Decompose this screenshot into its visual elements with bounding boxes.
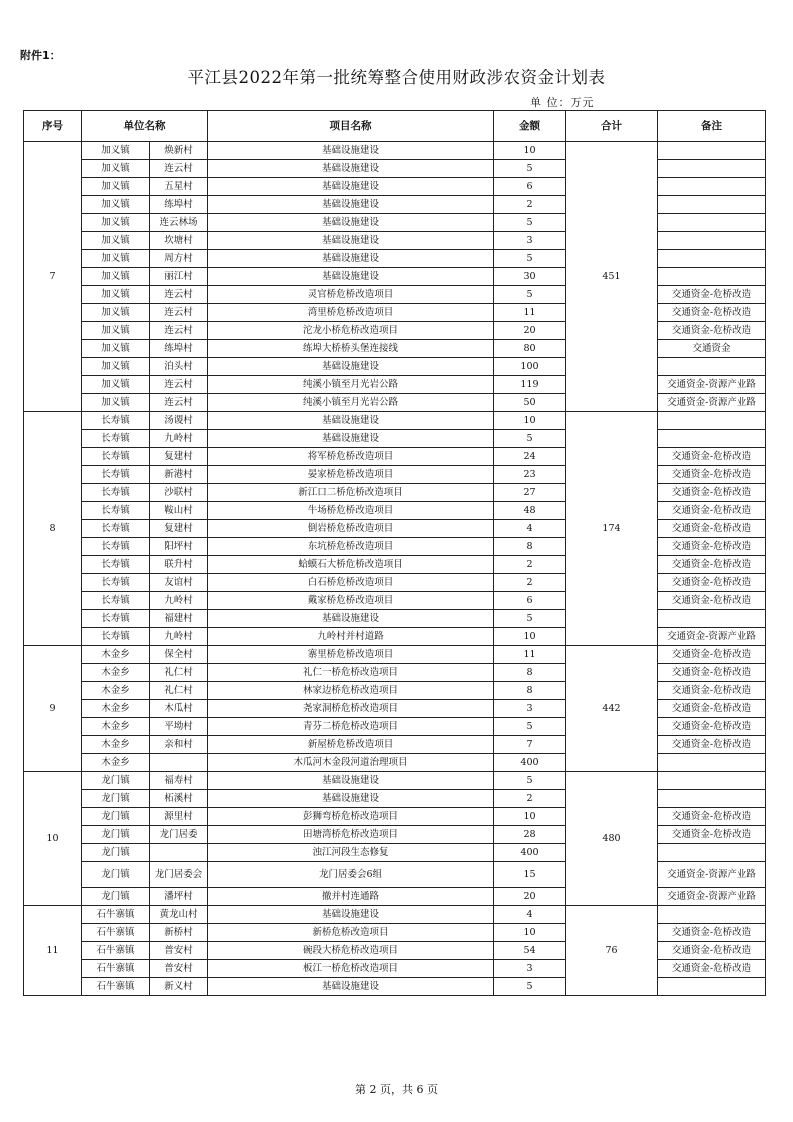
cell-note xyxy=(658,772,766,790)
cell-project: 牛场桥危桥改造项目 xyxy=(208,502,494,520)
cell-amount: 5 xyxy=(494,214,566,232)
cell-project: 基础设施建设 xyxy=(208,906,494,924)
cell-project: 将军桥危桥改造项目 xyxy=(208,448,494,466)
cell-amount: 28 xyxy=(494,826,566,844)
cell-amount: 11 xyxy=(494,646,566,664)
cell-amount: 2 xyxy=(494,556,566,574)
cell-village: 新港村 xyxy=(150,466,208,484)
cell-village: 九岭村 xyxy=(150,592,208,610)
cell-village: 连云村 xyxy=(150,160,208,178)
cell-project: 沱龙小桥危桥改造项目 xyxy=(208,322,494,340)
cell-project: 湾里桥危桥改造项目 xyxy=(208,304,494,322)
cell-village: 练埠村 xyxy=(150,340,208,358)
cell-town: 加义镇 xyxy=(82,376,150,394)
cell-note xyxy=(658,358,766,376)
cell-amount: 4 xyxy=(494,906,566,924)
cell-village: 复建村 xyxy=(150,448,208,466)
cell-amount: 10 xyxy=(494,924,566,942)
cell-village: 丽江村 xyxy=(150,268,208,286)
cell-village xyxy=(150,844,208,862)
cell-note: 交通资金-危桥改造 xyxy=(658,322,766,340)
row-total: 480 xyxy=(566,772,658,906)
cell-village: 联升村 xyxy=(150,556,208,574)
cell-town: 加义镇 xyxy=(82,304,150,322)
cell-note: 交通资金-危桥改造 xyxy=(658,520,766,538)
cell-project: 纯溪小镇至月光岩公路 xyxy=(208,376,494,394)
cell-project: 纯溪小镇至月光岩公路 xyxy=(208,394,494,412)
cell-town: 长寿镇 xyxy=(82,484,150,502)
cell-village: 木瓜村 xyxy=(150,700,208,718)
cell-amount: 20 xyxy=(494,888,566,906)
cell-project: 晏家桥危桥改造项目 xyxy=(208,466,494,484)
row-seq: 8 xyxy=(24,412,82,646)
cell-town: 长寿镇 xyxy=(82,448,150,466)
cell-note xyxy=(658,790,766,808)
cell-project: 新桥危桥改造项目 xyxy=(208,924,494,942)
cell-note: 交通资金-危桥改造 xyxy=(658,682,766,700)
header-unit: 单位名称 xyxy=(82,111,208,142)
cell-note: 交通资金-危桥改造 xyxy=(658,808,766,826)
cell-note: 交通资金-危桥改造 xyxy=(658,924,766,942)
cell-village: 泊头村 xyxy=(150,358,208,376)
cell-village: 汤谡村 xyxy=(150,412,208,430)
cell-town: 加义镇 xyxy=(82,142,150,160)
cell-amount: 2 xyxy=(494,196,566,214)
cell-amount: 5 xyxy=(494,160,566,178)
cell-village: 九岭村 xyxy=(150,430,208,448)
cell-village: 礼仁村 xyxy=(150,682,208,700)
cell-village: 鞍山村 xyxy=(150,502,208,520)
cell-project: 新江口二桥危桥改造项目 xyxy=(208,484,494,502)
cell-note: 交通资金-危桥改造 xyxy=(658,556,766,574)
cell-village: 连云林场 xyxy=(150,214,208,232)
cell-village: 新义村 xyxy=(150,978,208,996)
cell-village: 普安村 xyxy=(150,942,208,960)
cell-note: 交通资金-危桥改造 xyxy=(658,484,766,502)
cell-village xyxy=(150,754,208,772)
cell-amount: 8 xyxy=(494,682,566,700)
cell-amount: 5 xyxy=(494,718,566,736)
cell-town: 石牛寨镇 xyxy=(82,924,150,942)
cell-project: 九岭村并村道路 xyxy=(208,628,494,646)
cell-town: 长寿镇 xyxy=(82,412,150,430)
cell-village: 坎塘村 xyxy=(150,232,208,250)
cell-note xyxy=(658,412,766,430)
table-row xyxy=(24,142,766,160)
row-seq: 11 xyxy=(24,906,82,996)
cell-project: 基础设施建设 xyxy=(208,610,494,628)
cell-town: 石牛寨镇 xyxy=(82,942,150,960)
cell-project: 戴家桥危桥改造项目 xyxy=(208,592,494,610)
cell-amount: 23 xyxy=(494,466,566,484)
cell-note xyxy=(658,250,766,268)
cell-amount: 10 xyxy=(494,628,566,646)
cell-village: 连云村 xyxy=(150,286,208,304)
cell-village: 连云村 xyxy=(150,394,208,412)
cell-amount: 10 xyxy=(494,412,566,430)
cell-amount: 15 xyxy=(494,862,566,888)
cell-project: 田塘湾桥危桥改造项目 xyxy=(208,826,494,844)
attachment-label: 附件1： xyxy=(20,49,61,62)
cell-note xyxy=(658,268,766,286)
cell-project: 浊江河段生态修复 xyxy=(208,844,494,862)
row-total: 442 xyxy=(566,646,658,772)
cell-project: 青芬二桥危桥改造项目 xyxy=(208,718,494,736)
cell-project: 寨里桥危桥改造项目 xyxy=(208,646,494,664)
cell-project: 基础设施建设 xyxy=(208,772,494,790)
cell-amount: 27 xyxy=(494,484,566,502)
table-row xyxy=(24,646,766,664)
cell-village: 沙联村 xyxy=(150,484,208,502)
cell-project: 基础设施建设 xyxy=(208,232,494,250)
cell-amount: 48 xyxy=(494,502,566,520)
cell-village: 友谊村 xyxy=(150,574,208,592)
cell-note: 交通资金-危桥改造 xyxy=(658,664,766,682)
cell-village: 黄龙山村 xyxy=(150,906,208,924)
cell-note: 交通资金-危桥改造 xyxy=(658,304,766,322)
cell-village: 源里村 xyxy=(150,808,208,826)
cell-project: 板江一桥危桥改造项目 xyxy=(208,960,494,978)
cell-project: 林家边桥危桥改造项目 xyxy=(208,682,494,700)
row-seq: 7 xyxy=(24,142,82,412)
cell-amount: 10 xyxy=(494,142,566,160)
cell-village: 练埠村 xyxy=(150,196,208,214)
cell-town: 加义镇 xyxy=(82,178,150,196)
cell-village: 礼仁村 xyxy=(150,664,208,682)
cell-note: 交通资金-危桥改造 xyxy=(658,466,766,484)
cell-town: 长寿镇 xyxy=(82,538,150,556)
table-row xyxy=(24,772,766,790)
cell-amount: 5 xyxy=(494,250,566,268)
header-note: 备注 xyxy=(658,111,766,142)
cell-town: 加义镇 xyxy=(82,358,150,376)
cell-town: 木金乡 xyxy=(82,646,150,664)
cell-town: 石牛寨镇 xyxy=(82,906,150,924)
cell-project: 基础设施建设 xyxy=(208,142,494,160)
cell-project: 东坑桥危桥改造项目 xyxy=(208,538,494,556)
cell-project: 木瓜河木金段河道治理项目 xyxy=(208,754,494,772)
cell-village: 周方村 xyxy=(150,250,208,268)
row-seq: 9 xyxy=(24,646,82,772)
table-body xyxy=(24,142,766,996)
row-seq: 10 xyxy=(24,772,82,906)
cell-amount: 3 xyxy=(494,960,566,978)
cell-amount: 5 xyxy=(494,286,566,304)
cell-note: 交通资金-危桥改造 xyxy=(658,574,766,592)
cell-amount: 20 xyxy=(494,322,566,340)
cell-amount: 100 xyxy=(494,358,566,376)
cell-note: 交通资金-危桥改造 xyxy=(658,448,766,466)
cell-town: 长寿镇 xyxy=(82,592,150,610)
cell-amount: 4 xyxy=(494,520,566,538)
cell-amount: 8 xyxy=(494,538,566,556)
cell-note: 交通资金-资源产业路 xyxy=(658,628,766,646)
cell-town: 长寿镇 xyxy=(82,520,150,538)
cell-village: 新桥村 xyxy=(150,924,208,942)
cell-town: 木金乡 xyxy=(82,754,150,772)
cell-town: 木金乡 xyxy=(82,736,150,754)
cell-amount: 400 xyxy=(494,754,566,772)
cell-town: 龙门镇 xyxy=(82,862,150,888)
cell-amount: 24 xyxy=(494,448,566,466)
cell-note: 交通资金 xyxy=(658,340,766,358)
cell-town: 龙门镇 xyxy=(82,888,150,906)
cell-project: 倒岩桥危桥改造项目 xyxy=(208,520,494,538)
cell-town: 长寿镇 xyxy=(82,502,150,520)
cell-town: 石牛寨镇 xyxy=(82,978,150,996)
cell-note: 交通资金-危桥改造 xyxy=(658,646,766,664)
cell-town: 长寿镇 xyxy=(82,610,150,628)
cell-town: 加义镇 xyxy=(82,196,150,214)
cell-note: 交通资金-危桥改造 xyxy=(658,718,766,736)
cell-town: 龙门镇 xyxy=(82,772,150,790)
cell-amount: 5 xyxy=(494,978,566,996)
cell-amount: 3 xyxy=(494,232,566,250)
cell-town: 龙门镇 xyxy=(82,826,150,844)
cell-project: 蛤蟆石大桥危桥改造项目 xyxy=(208,556,494,574)
cell-amount: 119 xyxy=(494,376,566,394)
cell-village: 普安村 xyxy=(150,960,208,978)
cell-project: 练埠大桥桥头堡连接线 xyxy=(208,340,494,358)
cell-amount: 8 xyxy=(494,664,566,682)
cell-town: 长寿镇 xyxy=(82,430,150,448)
cell-amount: 50 xyxy=(494,394,566,412)
unit-label: 单 位：万元 xyxy=(530,96,595,109)
header-total: 合计 xyxy=(566,111,658,142)
page-footer: 第 2 页，共 6 页 xyxy=(355,1083,438,1096)
table-header-row xyxy=(24,111,766,142)
cell-note xyxy=(658,178,766,196)
funding-plan-table xyxy=(23,110,766,996)
cell-note xyxy=(658,160,766,178)
cell-village: 潘坪村 xyxy=(150,888,208,906)
cell-note: 交通资金-危桥改造 xyxy=(658,960,766,978)
cell-village: 亲和村 xyxy=(150,736,208,754)
cell-note: 交通资金-危桥改造 xyxy=(658,592,766,610)
cell-village: 阳坪村 xyxy=(150,538,208,556)
cell-note: 交通资金-危桥改造 xyxy=(658,538,766,556)
cell-project: 基础设施建设 xyxy=(208,178,494,196)
cell-town: 加义镇 xyxy=(82,340,150,358)
cell-amount: 6 xyxy=(494,592,566,610)
cell-town: 长寿镇 xyxy=(82,466,150,484)
cell-village: 平坳村 xyxy=(150,718,208,736)
cell-village: 连云村 xyxy=(150,304,208,322)
cell-village: 复建村 xyxy=(150,520,208,538)
cell-amount: 400 xyxy=(494,844,566,862)
cell-project: 灵官桥危桥改造项目 xyxy=(208,286,494,304)
row-total: 174 xyxy=(566,412,658,646)
cell-amount: 54 xyxy=(494,942,566,960)
cell-village: 九岭村 xyxy=(150,628,208,646)
cell-village: 龙门居委会 xyxy=(150,862,208,888)
cell-village: 焕新村 xyxy=(150,142,208,160)
cell-note: 交通资金-资源产业路 xyxy=(658,862,766,888)
cell-project: 基础设施建设 xyxy=(208,214,494,232)
cell-town: 石牛寨镇 xyxy=(82,960,150,978)
cell-note: 交通资金-危桥改造 xyxy=(658,286,766,304)
cell-project: 撤并村连通路 xyxy=(208,888,494,906)
cell-project: 基础设施建设 xyxy=(208,790,494,808)
cell-note: 交通资金-资源产业路 xyxy=(658,394,766,412)
cell-town: 木金乡 xyxy=(82,718,150,736)
cell-note: 交通资金-资源产业路 xyxy=(658,888,766,906)
cell-town: 木金乡 xyxy=(82,664,150,682)
cell-town: 龙门镇 xyxy=(82,844,150,862)
cell-project: 白石桥危桥改造项目 xyxy=(208,574,494,592)
cell-project: 基础设施建设 xyxy=(208,978,494,996)
cell-note xyxy=(658,754,766,772)
row-total: 76 xyxy=(566,906,658,996)
cell-project: 龙门居委会6组 xyxy=(208,862,494,888)
cell-town: 加义镇 xyxy=(82,232,150,250)
cell-village: 柘溪村 xyxy=(150,790,208,808)
table-row xyxy=(24,412,766,430)
cell-town: 龙门镇 xyxy=(82,808,150,826)
cell-project: 基础设施建设 xyxy=(208,430,494,448)
cell-amount: 11 xyxy=(494,304,566,322)
cell-note xyxy=(658,142,766,160)
cell-note: 交通资金-资源产业路 xyxy=(658,376,766,394)
cell-project: 基础设施建设 xyxy=(208,196,494,214)
cell-town: 木金乡 xyxy=(82,700,150,718)
cell-project: 新屋桥危桥改造项目 xyxy=(208,736,494,754)
cell-village: 龙门居委 xyxy=(150,826,208,844)
cell-town: 长寿镇 xyxy=(82,574,150,592)
cell-village: 五星村 xyxy=(150,178,208,196)
cell-village: 福寿村 xyxy=(150,772,208,790)
cell-project: 尧家洞桥危桥改造项目 xyxy=(208,700,494,718)
cell-amount: 80 xyxy=(494,340,566,358)
cell-project: 基础设施建设 xyxy=(208,160,494,178)
cell-note xyxy=(658,214,766,232)
cell-project: 基础设施建设 xyxy=(208,358,494,376)
cell-amount: 6 xyxy=(494,178,566,196)
cell-town: 长寿镇 xyxy=(82,556,150,574)
row-total: 451 xyxy=(566,142,658,412)
cell-note: 交通资金-危桥改造 xyxy=(658,502,766,520)
cell-amount: 10 xyxy=(494,808,566,826)
cell-amount: 30 xyxy=(494,268,566,286)
cell-note: 交通资金-危桥改造 xyxy=(658,700,766,718)
cell-amount: 3 xyxy=(494,700,566,718)
cell-project: 基础设施建设 xyxy=(208,268,494,286)
cell-note xyxy=(658,906,766,924)
cell-note xyxy=(658,196,766,214)
cell-note xyxy=(658,978,766,996)
cell-note xyxy=(658,232,766,250)
header-seq: 序号 xyxy=(24,111,82,142)
cell-project: 礼仁一桥危桥改造项目 xyxy=(208,664,494,682)
cell-project: 碗段大桥危桥改造项目 xyxy=(208,942,494,960)
header-amount: 金额 xyxy=(494,111,566,142)
cell-town: 加义镇 xyxy=(82,286,150,304)
cell-village: 连云村 xyxy=(150,322,208,340)
cell-project: 基础设施建设 xyxy=(208,250,494,268)
cell-amount: 5 xyxy=(494,610,566,628)
table-row xyxy=(24,906,766,924)
cell-note xyxy=(658,430,766,448)
cell-note: 交通资金-危桥改造 xyxy=(658,736,766,754)
cell-amount: 5 xyxy=(494,430,566,448)
cell-town: 加义镇 xyxy=(82,160,150,178)
cell-town: 龙门镇 xyxy=(82,790,150,808)
cell-note xyxy=(658,610,766,628)
cell-note: 交通资金-危桥改造 xyxy=(658,826,766,844)
cell-village: 保全村 xyxy=(150,646,208,664)
cell-project: 基础设施建设 xyxy=(208,412,494,430)
cell-village: 福建村 xyxy=(150,610,208,628)
cell-town: 加义镇 xyxy=(82,322,150,340)
cell-note: 交通资金-危桥改造 xyxy=(658,942,766,960)
cell-amount: 7 xyxy=(494,736,566,754)
cell-note xyxy=(658,844,766,862)
page-title: 平江县2022年第一批统筹整合使用财政涉农资金计划表 xyxy=(187,68,606,87)
cell-town: 加义镇 xyxy=(82,394,150,412)
cell-amount: 2 xyxy=(494,790,566,808)
header-project: 项目名称 xyxy=(208,111,494,142)
cell-town: 木金乡 xyxy=(82,682,150,700)
cell-town: 长寿镇 xyxy=(82,628,150,646)
cell-project: 彭狮弯桥危桥改造项目 xyxy=(208,808,494,826)
cell-amount: 2 xyxy=(494,574,566,592)
cell-town: 加义镇 xyxy=(82,214,150,232)
cell-town: 加义镇 xyxy=(82,268,150,286)
cell-village: 连云村 xyxy=(150,376,208,394)
cell-amount: 5 xyxy=(494,772,566,790)
cell-town: 加义镇 xyxy=(82,250,150,268)
